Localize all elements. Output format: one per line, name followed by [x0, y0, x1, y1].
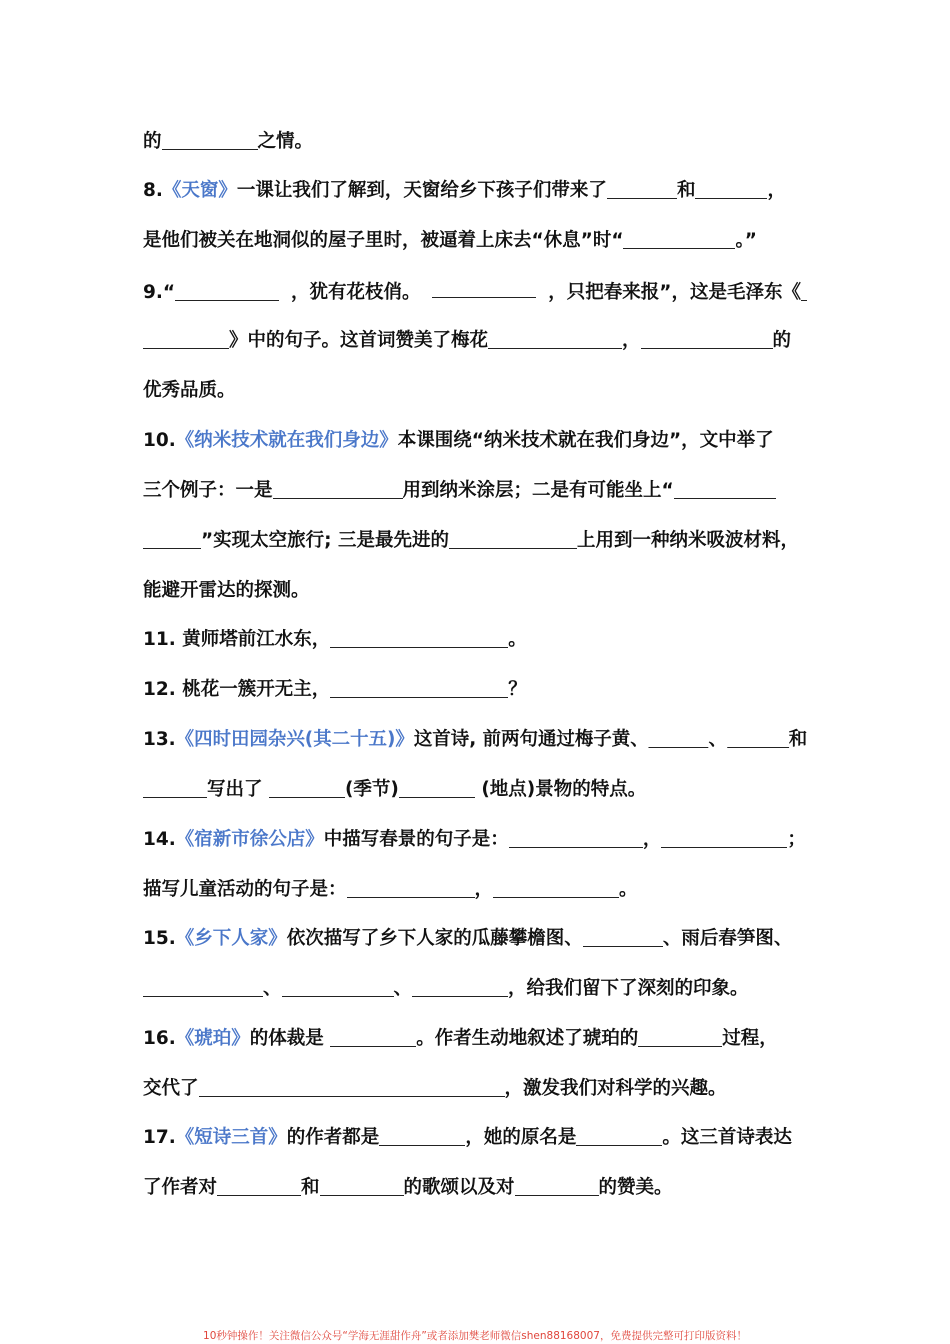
question-13-line-1 — [143, 728, 808, 752]
question-number: 8. — [143, 180, 163, 201]
text: 的 — [772, 330, 792, 351]
text: 的歌颂以及对 — [403, 1177, 515, 1198]
text: 》中的句子。这首词赞美了梅花 — [229, 330, 489, 351]
text: 一课让我们了解到，天窗给乡下孩子们带来了 — [236, 180, 607, 201]
question-number: 14. — [143, 829, 176, 850]
text: 交代了 — [143, 1078, 199, 1099]
text: (地点)景物的特点。 — [481, 779, 647, 800]
answer-blank — [175, 282, 279, 301]
question-number: 13. — [143, 729, 176, 750]
answer-blank — [330, 629, 508, 648]
question-10-line-2 — [143, 479, 807, 503]
question-9-line-3 — [143, 379, 807, 403]
question-number: 17. — [143, 1127, 176, 1148]
answer-blank — [320, 1177, 404, 1196]
text: 这首诗, 前两句通过梅子黄、 — [413, 729, 649, 750]
text: 写出了 — [207, 779, 263, 800]
lesson-title: 《四时田园杂兴(其二十五)》 — [175, 729, 414, 750]
answer-blank — [449, 530, 577, 549]
answer-blank — [143, 330, 229, 349]
answer-blank — [801, 282, 807, 301]
text: 、雨后春笋图、 — [662, 928, 793, 949]
footer-notice: 10秒钟操作！关注微信公众号“学海无涯甜作舟”或者添加樊老师微信shen88168007，免费提供完整可打印版资料！ — [203, 1330, 747, 1342]
text: 、 — [263, 978, 282, 999]
answer-blank — [412, 978, 508, 997]
answer-blank — [638, 1028, 722, 1047]
answer-blank — [143, 530, 201, 549]
text: ，她的原名是 — [465, 1127, 577, 1148]
answer-blank — [583, 928, 663, 947]
answer-blank — [269, 779, 345, 798]
text: 和 — [788, 729, 808, 750]
text: 、 — [708, 729, 727, 750]
lesson-title: 《乡下人家》 — [175, 928, 287, 949]
question-10-line-4 — [143, 579, 807, 603]
answer-blank — [623, 230, 735, 249]
text: 的赞美。 — [598, 1177, 673, 1198]
question-9-line-1 — [143, 279, 807, 305]
answer-blank — [493, 879, 619, 898]
question-15-line-1 — [143, 927, 807, 951]
text: 是他们被关在地洞似的屋子里时，被逼着上床去“休息”时“ — [143, 230, 624, 251]
text: ， — [767, 180, 786, 201]
text: 。作者生动地叙述了琥珀的 — [416, 1028, 639, 1049]
answer-blank — [273, 480, 403, 499]
answer-blank — [347, 879, 475, 898]
question-8-line-2 — [143, 229, 807, 253]
text: 。 — [619, 879, 638, 900]
question-number: 16. — [143, 1028, 176, 1049]
answer-blank — [727, 729, 789, 748]
lesson-title: 《短诗三首》 — [175, 1127, 287, 1148]
text: 和 — [676, 180, 696, 201]
text: ，只把春来报”，这是毛泽东《 — [548, 282, 801, 303]
answer-blank — [607, 180, 677, 199]
question-9-line-2 — [143, 329, 807, 353]
answer-blank — [282, 978, 394, 997]
text: ， — [642, 829, 662, 850]
answer-blank — [641, 330, 773, 349]
text: ？ — [508, 679, 527, 700]
text: 12. 桃花一簇开无主， — [143, 679, 331, 700]
answer-blank — [330, 679, 508, 698]
text: ； — [787, 829, 806, 850]
question-11-line — [143, 628, 807, 652]
text: 上用到一种纳米吸波材料， — [577, 530, 800, 551]
answer-blank — [488, 330, 622, 349]
text: 的作者都是 — [286, 1127, 380, 1148]
answer-blank — [143, 779, 207, 798]
text: 。 — [508, 629, 527, 650]
text: 中描写春景的句子是： — [323, 829, 509, 850]
lesson-title: 《天窗》 — [162, 180, 237, 201]
answer-blank — [399, 779, 475, 798]
answer-blank — [432, 279, 536, 298]
question-13-line-2 — [143, 778, 807, 802]
text: ， — [622, 330, 641, 351]
text: (季节) — [344, 779, 399, 800]
text: 优秀品质。 — [143, 380, 236, 401]
question-16-line-1 — [143, 1027, 807, 1051]
lesson-title: 《琥珀》 — [175, 1028, 250, 1049]
answer-blank — [143, 978, 263, 997]
lesson-title: 《纳米技术就在我们身边》 — [175, 430, 398, 451]
text: 之情。 — [257, 131, 314, 152]
question-10-line-1 — [143, 429, 807, 453]
answer-blank — [695, 180, 767, 199]
text: 能避开雷达的探测。 — [143, 580, 310, 601]
text: 和 — [301, 1177, 320, 1198]
text: 依次描写了乡下人家的瓜藤攀檐图、 — [286, 928, 583, 949]
question-12-line — [143, 678, 807, 702]
question-17-line-1 — [143, 1126, 807, 1150]
question-14-line-2 — [143, 878, 807, 902]
answer-blank — [162, 131, 258, 150]
text: ，激发我们对科学的兴趣。 — [504, 1078, 727, 1099]
question-14-line-1 — [143, 828, 807, 852]
question-number: 10. — [143, 430, 176, 451]
text: 过程， — [722, 1028, 778, 1049]
text: ，犹有花枝俏。 — [290, 282, 421, 303]
text: 9.“ — [143, 282, 176, 303]
text: 11. 黄师塔前江水东， — [143, 629, 331, 650]
text: 。” — [735, 230, 757, 251]
text: 用到纳米涂层；二是有可能坐上“ — [402, 480, 674, 501]
answer-blank — [217, 1177, 301, 1196]
answer-blank — [674, 480, 776, 499]
text: 本课围绕“纳米技术就在我们身边”，文中举了 — [397, 430, 774, 451]
text: 。这三首诗表达 — [662, 1127, 792, 1148]
text: ， — [474, 879, 494, 900]
answer-blank — [199, 1078, 505, 1097]
question-16-line-2 — [143, 1077, 807, 1101]
question-15-line-2 — [143, 977, 807, 1001]
text: ”实现太空旅行; 三是最先进的 — [201, 530, 449, 551]
text-line — [143, 130, 807, 154]
answer-blank — [379, 1127, 465, 1146]
answer-blank — [330, 1028, 416, 1047]
question-number: 15. — [143, 928, 176, 949]
text: 描写儿童活动的句子是： — [143, 879, 347, 900]
question-17-line-2 — [143, 1176, 807, 1200]
answer-blank — [649, 729, 709, 748]
question-10-line-3 — [143, 529, 807, 553]
text: ，给我们留下了深刻的印象。 — [508, 978, 749, 999]
answer-blank — [576, 1127, 662, 1146]
text: 了作者对 — [143, 1177, 218, 1198]
text: 的体裁是 — [249, 1028, 324, 1049]
text: 的 — [143, 131, 162, 152]
text: 三个例子：一是 — [143, 480, 273, 501]
text: 、 — [393, 978, 413, 999]
lesson-title: 《宿新市徐公店》 — [175, 829, 324, 850]
answer-blank — [515, 1177, 599, 1196]
answer-blank — [661, 829, 787, 848]
answer-blank — [509, 829, 643, 848]
question-8-line-1 — [143, 179, 807, 203]
